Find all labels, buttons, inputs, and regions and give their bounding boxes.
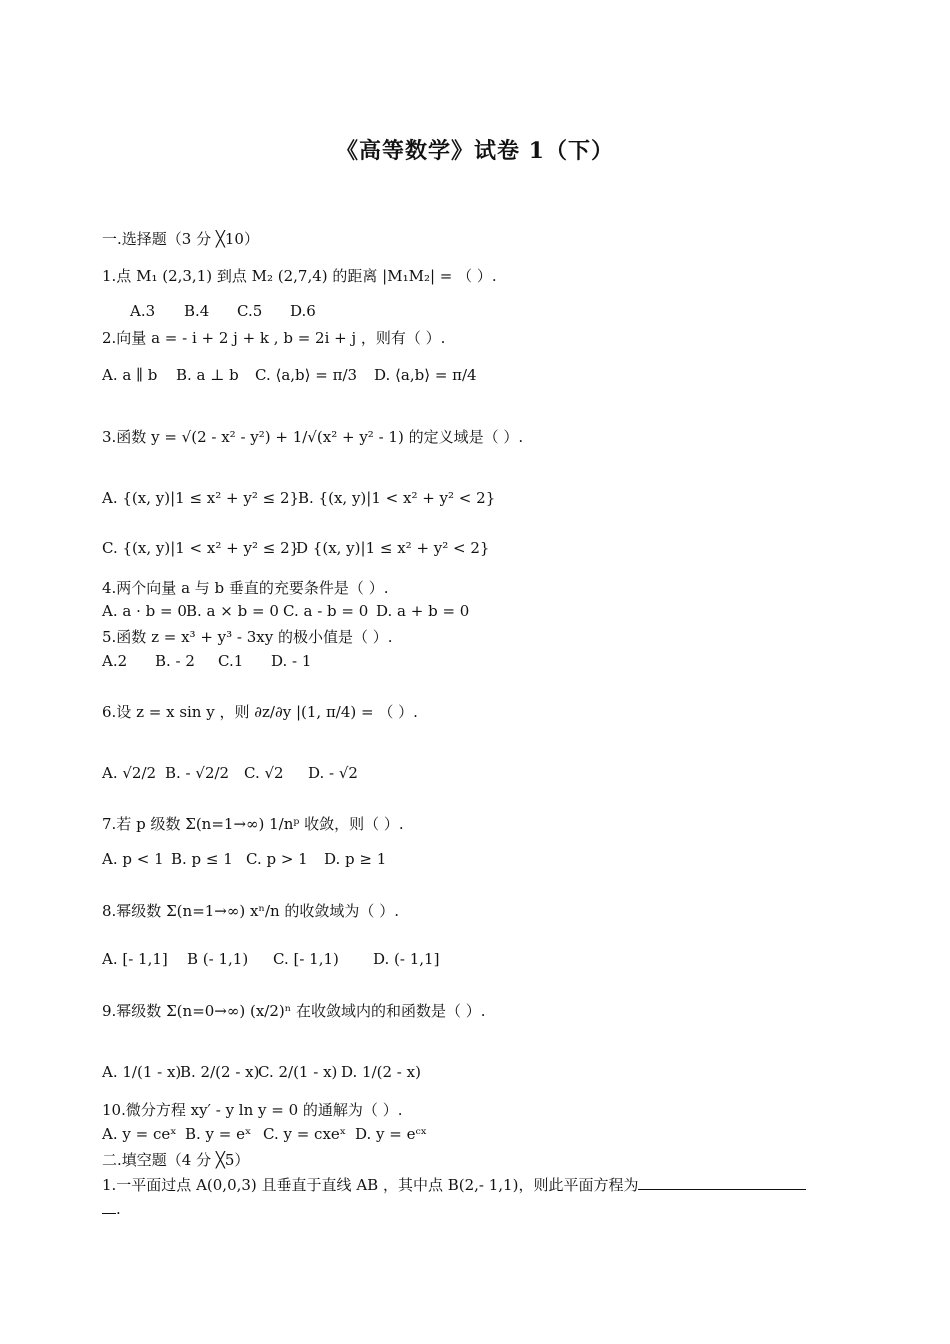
question-2-stem: 2.向量 a = - i + 2 j + k , b = 2i + j ，则有（ ）.	[102, 329, 446, 347]
question-8-stem: 8.幂级数 Σ(n=1→∞) xⁿ/n 的收敛域为（ ）.	[102, 902, 399, 920]
q6-option-a[interactable]: A. √2/2	[102, 764, 157, 782]
question-3-stem: 3.函数 y = √(2 - x² - y²) + 1/√(x² + y² - 1) 的定义域是（ ）.	[102, 428, 524, 446]
q7-option-c[interactable]: C. p > 1	[246, 850, 308, 868]
q2-option-c[interactable]: C. ⟨a,b⟩ = π/3	[255, 366, 358, 384]
q6-option-c[interactable]: C. √2	[244, 764, 284, 782]
fill-question-1	[102, 1174, 806, 1195]
q1-option-c[interactable]: C.5	[237, 302, 263, 320]
q1-option-d[interactable]: D.6	[290, 302, 316, 320]
q1-option-a[interactable]: A.3	[130, 302, 156, 320]
q6-option-b[interactable]: B. - √2/2	[165, 764, 230, 782]
q8-option-d[interactable]: D. (- 1,1]	[373, 950, 440, 968]
q3-option-c[interactable]: C. {(x, y)|1 < x² + y² ≤ 2}	[102, 539, 300, 557]
question-10-stem: 10.微分方程 xy′ - y ln y = 0 的通解为（ ）.	[102, 1101, 403, 1119]
section-heading-choice: 一.选择题（3 分 ╳10）	[102, 230, 259, 248]
fill-question-1-text: 1.一平面过点 A(0,0,3) 且垂直于直线 AB ，其中点 B(2,- 1,1)，则此平面方程为	[102, 1176, 639, 1194]
q4-option-c[interactable]: C. a - b = 0	[283, 602, 369, 620]
q10-option-d[interactable]: D. y = eᶜˣ	[355, 1125, 428, 1143]
q7-option-b[interactable]: B. p ≤ 1	[171, 850, 233, 868]
q9-option-a[interactable]: A. 1/(1 - x)	[102, 1063, 182, 1081]
answer-blank[interactable]	[638, 1175, 806, 1190]
q3-option-d[interactable]: D {(x, y)|1 ≤ x² + y² < 2}	[296, 539, 490, 557]
q2-option-a[interactable]: A. a ∥ b	[102, 366, 158, 384]
q7-option-a[interactable]: A. p < 1	[102, 850, 164, 868]
q9-option-d[interactable]: D. 1/(2 - x)	[341, 1063, 421, 1081]
q5-option-c[interactable]: C.1	[218, 652, 244, 670]
q4-option-b[interactable]: B. a × b = 0	[186, 602, 279, 620]
q10-option-a[interactable]: A. y = ceˣ	[102, 1125, 177, 1143]
fill-question-1-continuation	[102, 1200, 121, 1218]
q7-option-d[interactable]: D. p ≥ 1	[324, 850, 387, 868]
q5-option-b[interactable]: B. - 2	[155, 652, 195, 670]
q4-option-a[interactable]: A. a · b = 0	[102, 602, 187, 620]
page-title: 《高等数学》试卷 1（下）	[336, 138, 614, 164]
q10-option-b[interactable]: B. y = eˣ	[185, 1125, 252, 1143]
q8-option-c[interactable]: C. [- 1,1)	[273, 950, 339, 968]
q9-option-c[interactable]: C. 2/(1 - x)	[258, 1063, 338, 1081]
q2-option-d[interactable]: D. ⟨a,b⟩ = π/4	[374, 366, 477, 384]
q3-option-a[interactable]: A. {(x, y)|1 ≤ x² + y² ≤ 2}	[102, 489, 300, 507]
question-6-stem: 6.设 z = x sin y ，则 ∂z/∂y |(1, π/4) = （ ）.	[102, 703, 418, 721]
q6-option-d[interactable]: D. - √2	[308, 764, 358, 782]
question-7-stem: 7.若 p 级数 Σ(n=1→∞) 1/nᵖ 收敛，则（ ）.	[102, 815, 404, 833]
q9-option-b[interactable]: B. 2/(2 - x)	[180, 1063, 260, 1081]
question-9-stem: 9.幂级数 Σ(n=0→∞) (x/2)ⁿ 在收敛域内的和函数是（ ）.	[102, 1002, 486, 1020]
question-4-stem: 4.两个向量 a 与 b 垂直的充要条件是（ ）.	[102, 579, 389, 597]
q8-option-b[interactable]: B (- 1,1)	[187, 950, 249, 968]
q4-option-d[interactable]: D. a + b = 0	[376, 602, 470, 620]
q8-option-a[interactable]: A. [- 1,1]	[102, 950, 168, 968]
q5-option-a[interactable]: A.2	[102, 652, 128, 670]
section-heading-fill: 二.填空题（4 分 ╳5）	[102, 1151, 250, 1169]
q2-option-b[interactable]: B. a ⊥ b	[176, 366, 239, 384]
question-5-stem: 5.函数 z = x³ + y³ - 3xy 的极小值是（ ）.	[102, 628, 393, 646]
q5-option-d[interactable]: D. - 1	[271, 652, 312, 670]
q1-option-b[interactable]: B.4	[184, 302, 210, 320]
answer-blank-continuation[interactable]	[102, 1201, 116, 1214]
question-1-stem: 1.点 M₁ (2,3,1) 到点 M₂ (2,7,4) 的距离 |M₁M₂| = （ ）.	[102, 267, 497, 285]
q3-option-b[interactable]: B. {(x, y)|1 < x² + y² < 2}	[298, 489, 496, 507]
fill-question-1-tail: .	[116, 1200, 121, 1218]
q10-option-c[interactable]: C. y = cxeˣ	[263, 1125, 347, 1143]
